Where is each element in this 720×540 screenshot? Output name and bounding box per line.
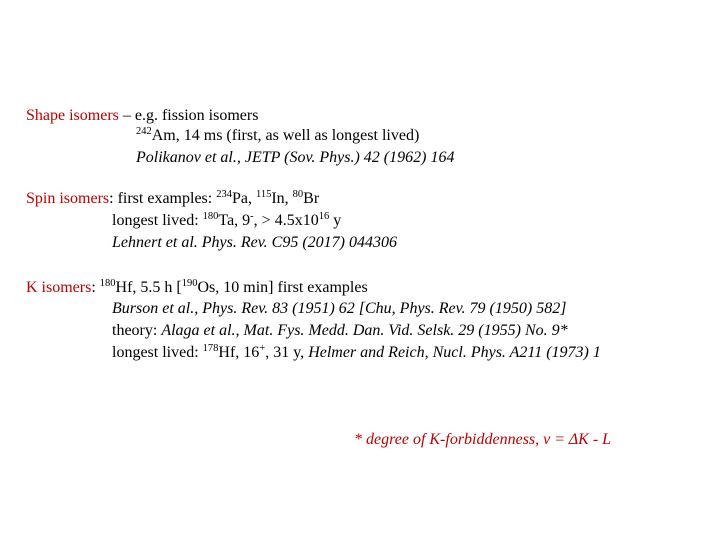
shape-isomers-description: – e.g. fission isomers <box>118 107 259 124</box>
spin-isomers-heading: Spin isomers <box>26 190 110 207</box>
ta-symbol: Ta, 9 <box>218 212 251 229</box>
hf178-parity: + <box>259 343 266 354</box>
k-isomers-heading: K isomers <box>26 279 92 296</box>
am-example-text: Am, 14 ms (first, as well as longest lived) <box>151 127 420 144</box>
hf178-reference: Helmer and Reich, Nucl. Phys. A211 (1973) 1 <box>308 344 601 361</box>
in-symbol: In, <box>271 190 293 207</box>
pa-mass-number: 234 <box>216 189 232 200</box>
k-isomers-heading-line <box>26 278 368 298</box>
theory-reference: Alaga et al., Mat. Fys. Medd. Dan. Vid. Selsk. 29 (1955) No. 9* <box>161 322 568 339</box>
os190-mass-number: 190 <box>181 278 198 289</box>
hf180-mass-number: 180 <box>99 278 116 289</box>
am-mass-number: 242 <box>136 126 152 137</box>
ta-unit: y <box>329 212 342 229</box>
hf178-text: Hf, 16 <box>218 344 260 361</box>
theory-label: theory: <box>112 322 162 339</box>
br-symbol: Br <box>303 190 320 207</box>
k-isomers-reference: Burson et al., Phys. Rev. 83 (1951) 62 [Chu, Phys. Rev. 79 (1950) 582] <box>112 300 567 317</box>
br-mass-number: 80 <box>292 189 304 200</box>
hf178-mass-number: 178 <box>202 343 219 354</box>
ta-exponent: 16 <box>318 211 330 222</box>
k-longest-label: longest lived: <box>112 344 203 361</box>
spin-longest-label: longest lived: <box>112 212 203 229</box>
shape-isomers-heading: Shape isomers <box>26 107 119 124</box>
pa-symbol: Pa, <box>231 190 256 207</box>
ta-mass-number: 180 <box>202 211 219 222</box>
ta-parity: - <box>250 211 254 222</box>
in-mass-number: 115 <box>255 189 272 200</box>
hf178-halflife: , 31 y, <box>265 344 309 361</box>
footnote: * degree of K-forbiddenness, ν = ΔK - L <box>354 431 612 448</box>
shape-isomers-heading-line <box>26 106 258 126</box>
shape-isomers-example <box>136 126 419 146</box>
spin-isomers-reference: Lehnert et al. Phys. Rev. C95 (2017) 044306 <box>112 234 397 251</box>
k-isomers-colon: : <box>91 279 100 296</box>
os190-text: Os, 10 min] first examples <box>197 279 368 296</box>
k-isomers-longest-lived <box>112 343 601 363</box>
ta-halflife: , > 4.5x10 <box>253 212 319 229</box>
spin-isomers-longest-lived <box>112 211 341 231</box>
shape-isomers-reference: Polikanov et al., JETP (Sov. Phys.) 42 (1962) 164 <box>136 149 455 166</box>
hf180-text: Hf, 5.5 h [ <box>115 279 182 296</box>
k-isomers-theory-line <box>112 321 568 341</box>
spin-isomers-heading-line <box>26 189 319 209</box>
spin-isomers-intro: : first examples: <box>109 190 217 207</box>
